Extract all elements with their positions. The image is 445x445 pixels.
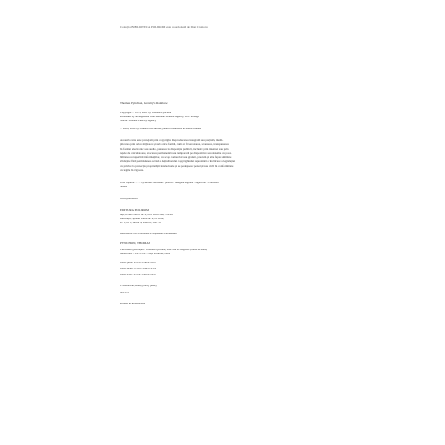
collection-coordinator-line: Colecția BIBLIOTECA POLIROM este coordonată de Dan Croitoru: [120, 26, 208, 29]
translator-note: I. Moldovan, Rareș (trad.) (note): [120, 285, 157, 287]
rights-line: plicarea prin orice mijloace și sub orice formă, cum ar fi xeroxarea, scanarea, transpunerea: [120, 142, 229, 147]
cip-author-heading: PYNCHON, THOMAS: [120, 242, 151, 245]
publisher-web: www.polirom.ro: [120, 198, 139, 200]
copyright-line-3: Nordic Sweden Literary Agency: [120, 120, 157, 122]
rights-line: rețele de calculatoare, stocarea permanentă sau temporară pe dispozitive sau sisteme cu posi-: [120, 150, 232, 155]
original-title-line: Thomas Pynchon, Gravity's Rainbow: [120, 102, 168, 105]
cip-entry-2: Moldovan. – Ed. a 2-a. – Iași: Polirom, 2024: [120, 253, 171, 255]
cip-title: Descrierea CIP a Bibliotecii Naționale a României:: [120, 233, 178, 235]
isbn-print: ISBN print: 978-973-46-9700-2: [120, 262, 156, 264]
publisher-name: EDITURA POLIROM: [120, 209, 149, 212]
rights-line: cu privire la protecția proprietății intelectuale și se pedepsesc penal și/sau civil în conformitate: [120, 163, 234, 168]
rights-line: în format electronic sau audio, punerea la dispoziția publică, inclusiv prin internet sau prin: [120, 146, 229, 151]
rights-paragraph: [120, 138, 330, 172]
classification-code: 821.111: [120, 292, 129, 294]
isbn-epub: ISBN ePub: 978-973-46-9701-9: [120, 268, 157, 270]
cip-entry-1: Curcubeul gravitației / Thomas Pynchon; trad. din lb. engleză și note de Rareș: [120, 249, 208, 251]
rights-line: săvârșite fără permisiunea scrisă a deținătorului copyrightului reprezintă o încălcare a legislației: [120, 159, 236, 164]
copyright-line-1: Copyright © 1973, 2001 by Thomas Pynchon: [120, 112, 172, 114]
printed-in: Printed in ROMANIA: [120, 303, 146, 305]
rights-line: bilitatea recuperării informațiilor, cu scop comercial sau gratuit, precum și alte fapte similare: [120, 155, 232, 160]
cover-credit-sub: Studio: [120, 186, 128, 188]
publisher-address-3: sc. 1, et. 1, sector 4, 040031, O.P. 53: [120, 222, 161, 224]
copyright-line-2: Published by arrangement with Melanie Jackson Agency, LLC through: [120, 116, 200, 118]
isbn-pdf: ISBN PDF: 978-973-46-9702-6: [120, 274, 156, 276]
cover-credit-line: Foto copertă: © © by Arthur Hocheim / pozitiv / imagine digitală / digital art / Contrasti: [120, 182, 219, 184]
rights-line: Această carte este protejată prin copyright. Reproducerea integrală sau parțială, multi-: [120, 138, 224, 142]
rights-line: cu legile în vigoare.: [120, 168, 144, 173]
publisher-address-1: Iași, B-dul Carol I nr. 4; P.O. BOX 266, 700506: [120, 214, 174, 216]
publisher-address-2: București, Splaiul Unirii nr. 6, bl. B3A,: [120, 218, 165, 220]
polirom-copyright-line: © 2008, 2024 by Editura POLIROM, pentru traducerea în limba română: [120, 128, 202, 130]
